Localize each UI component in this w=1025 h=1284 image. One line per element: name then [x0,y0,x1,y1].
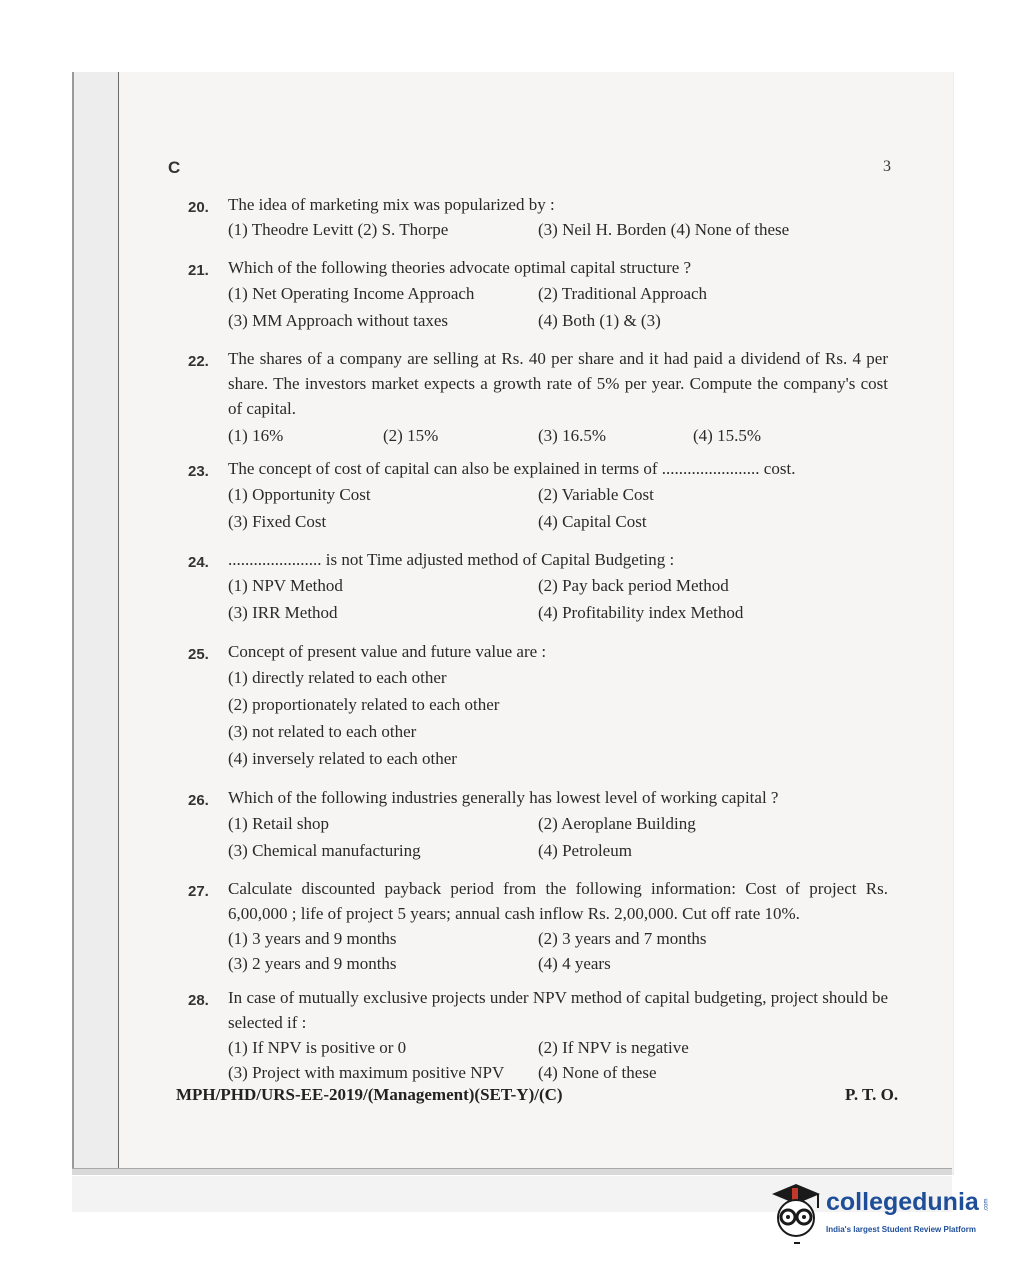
question-number: 28. [188,992,209,1009]
option: (1) Retail shop [228,814,330,833]
question-number: 24. [188,554,209,571]
option: (1) Theodre Levitt (2) S. Thorpe [228,220,449,239]
question-text: Calculate discounted payback period from the following information: Cost of project Rs. 6,00,000 ; life of project 5 years; annual cash inflow Rs. 2,00,000. Cut off rate 10%. [228,879,888,923]
question-number: 26. [188,792,209,809]
logo-wordmark: collegedunia [826,1188,979,1216]
option: (2) proportionately related to each other [228,695,500,714]
question-26 [188,785,898,864]
question-text: Which of the following theories advocate optimal capital structure ? [228,258,692,277]
question-21 [188,255,898,334]
option: (4) inversely related to each other [228,749,457,768]
option: (3) 16.5% [538,426,606,445]
option: (3) not related to each other [228,722,417,741]
question-22 [188,346,898,448]
question-number: 23. [188,463,209,480]
option: (2) Pay back period Method [538,576,729,595]
question-text: The idea of marketing mix was popularized by : [228,195,555,214]
option: (4) Both (1) & (3) [538,311,661,330]
question-24 [188,547,898,626]
option: (3) Neil H. Borden (4) None of these [538,220,790,239]
option: (3) Fixed Cost [228,512,327,531]
page-number: 3 [883,158,891,175]
question-text: The shares of a company are selling at Rs. 40 per share and it had paid a dividend of Rs. 4 per share. The investors market expects a growth rate of 5% per year. Compute the company's cost of capital. [228,349,888,418]
question-number: 20. [188,199,209,216]
option: (4) 4 years [538,954,611,973]
option: (3) MM Approach without taxes [228,311,449,330]
question-number: 21. [188,262,209,279]
collegedunia-logo [768,1182,993,1252]
option: (2) 3 years and 7 months [538,929,707,948]
option: (2) 15% [383,426,439,445]
question-text: The concept of cost of capital can also be explained in terms of ....................... cost. [228,459,796,478]
question-text: ...................... is not Time adjusted method of Capital Budgeting : [228,550,675,569]
footer-pto: P. T. O. [845,1085,899,1104]
logo-suffix: .com [983,1198,990,1212]
option: (3) Project with maximum positive NPV [228,1063,505,1082]
set-code: C [168,158,181,177]
option: (3) 2 years and 9 months [228,954,397,973]
question-text: Which of the following industries generally has lowest level of working capital ? [228,788,779,807]
option: (1) NPV Method [228,576,343,595]
option: (4) Profitability index Method [538,603,744,622]
option: (2) Aeroplane Building [538,814,696,833]
question-27 [188,876,898,976]
option: (1) Opportunity Cost [228,485,371,504]
option: (3) IRR Method [228,603,338,622]
option: (1) 3 years and 9 months [228,929,397,948]
option: (2) Traditional Approach [538,284,708,303]
question-number: 22. [188,353,209,370]
footer-exam-code: MPH/PHD/URS-EE-2019/(Management)(SET-Y)/(C) [176,1085,563,1104]
question-number: 25. [188,646,209,663]
question-number: 27. [188,883,209,900]
page-bottom-edge [72,1168,952,1175]
question-20 [188,192,898,242]
option: (1) directly related to each other [228,668,447,687]
question-text: Concept of present value and future value are : [228,642,547,661]
option: (3) Chemical manufacturing [228,841,421,860]
option: (4) Capital Cost [538,512,647,531]
option: (4) None of these [538,1063,657,1082]
question-23 [188,456,898,535]
question-28 [188,985,898,1085]
option: (4) Petroleum [538,841,632,860]
logo-tagline: India's largest Student Review Platform [826,1225,976,1234]
option: (4) 15.5% [693,426,761,445]
option: (1) If NPV is positive or 0 [228,1038,407,1057]
question-25 [188,639,898,772]
option: (2) If NPV is negative [538,1038,689,1057]
graduate-mascot-icon [768,1182,824,1248]
option: (2) Variable Cost [538,485,654,504]
option: (1) Net Operating Income Approach [228,284,475,303]
option: (1) 16% [228,426,284,445]
question-text: In case of mutually exclusive projects under NPV method of capital budgeting, project should be selected if : [228,988,888,1032]
